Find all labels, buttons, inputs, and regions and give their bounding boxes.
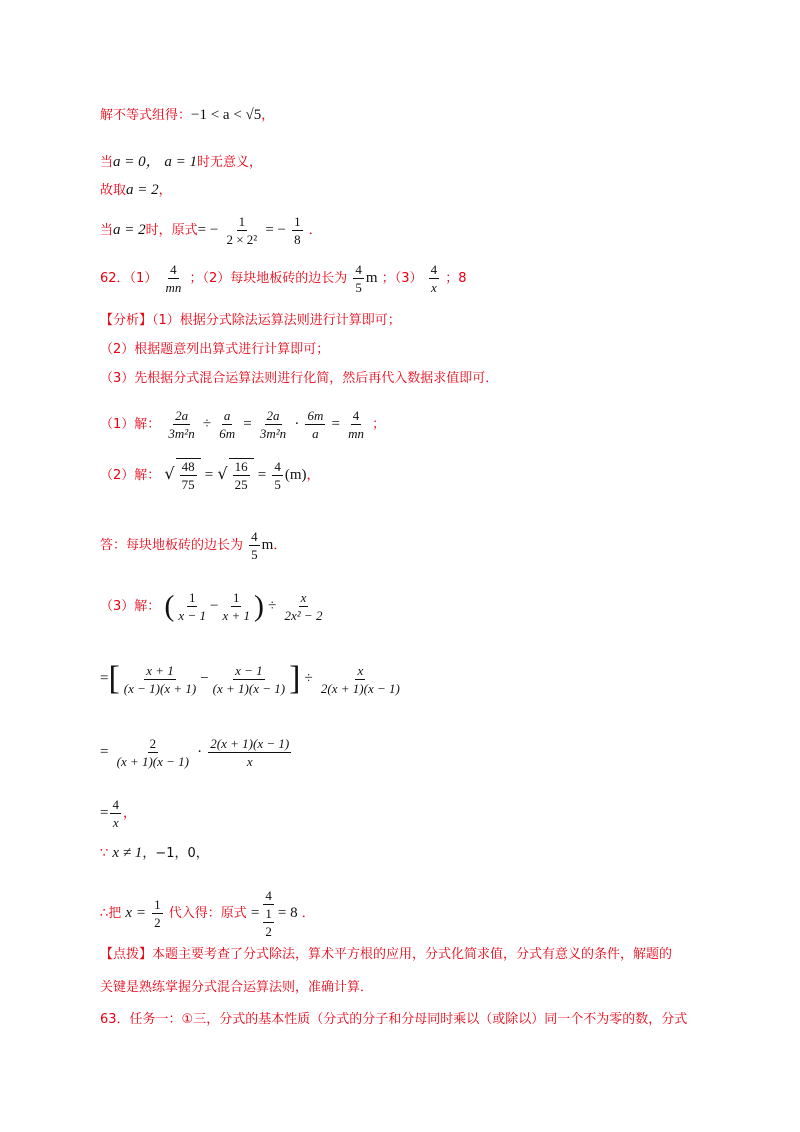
fraction: $\frac{x + 1}{(x - 1)(x + 1)}$ — [123, 662, 197, 696]
sqrt-icon: √ — [217, 464, 228, 483]
fraction: $\frac{4}{x}$ — [430, 262, 438, 295]
fraction: $\frac{2a}{\text{3m²n}}$ — [168, 408, 195, 441]
substitution-line: ∴把 x = $\frac{1}{2}$ 代入得：原式 = $\frac{4}{\frac{1}{2}}$ = 8 ． — [100, 888, 315, 939]
fraction: $\frac{4}{5}$ — [251, 529, 258, 562]
solution-1-line: （1）解： $\frac{2a}{\text{3m²n}}$ ÷ $\frac{a}{6m}$ = $\frac{2a}{\text{3m²n}}$ · $\frac{6m}{a}$ = $\frac{4}{mn}$ ； — [100, 408, 386, 441]
fraction: $\frac{1}{2}$ — [154, 897, 161, 930]
q62-answer-line: 62．（1） $\frac{4}{mn}$ ；（2）每块地板砖的边长为 $\frac{4}{5}$ m ；（3） $\frac{4}{x}$ ；8 — [100, 262, 467, 295]
dianbo-heading: 【点拨】 — [100, 947, 153, 962]
fraction: $\frac{4}{x}$ — [112, 797, 119, 830]
solution-2-answer: 答：每块地板砖的边长为 $\frac{4}{5}$ m． — [100, 529, 287, 562]
fraction: $\frac{2(x + 1)(x - 1)}{x}$ — [210, 736, 290, 769]
fraction: $\frac{48}{75}$ — [181, 459, 195, 492]
fraction: $\frac{1}{x - 1}$ — [178, 590, 206, 623]
fraction: $\frac{2a}{\text{3m²n}}$ — [259, 408, 287, 441]
fraction: $\frac{4}{5}$ — [274, 459, 281, 492]
fraction: $\frac{1}{8}$ — [294, 214, 301, 247]
therefore-icon: ∴把 — [100, 906, 122, 921]
analysis-line-2: （2）根据题意列出算式进行计算即可； — [100, 342, 330, 357]
a-equals-2-math: a = 2 — [126, 182, 159, 198]
solution-2-line: （2）解： √ $\frac{48}{75}$ = √ $\frac{16}{25}$ = $\frac{4}{5}$ (m)， — [100, 459, 320, 492]
fraction: $\frac{4}{\frac{1}{2}}$ — [265, 888, 272, 939]
solution-3-line-d: = $\frac{4}{x}$ ， — [100, 797, 136, 830]
q63-line: 63．任务一：①三，分式的基本性质（分式的分子和分母同时乘以（或除以）同一个不为零的数，分式 — [100, 1012, 688, 1027]
analysis-line-3: （3）先根据分式混合运算法则进行化简，然后再代入数据求值即可． — [100, 371, 499, 386]
solve-inequality-line: 解不等式组得：−1 < a < √5， — [100, 107, 275, 123]
fraction: $\frac{4}{5}$ — [355, 262, 362, 295]
condition-line: ∵ x ≠ 1，−1，0， — [100, 845, 209, 861]
sqrt-icon: √ — [164, 464, 175, 483]
solution-3-line-a: （3）解： ( $\frac{1}{x - 1}$ − $\frac{1}{x + 1}$ ) ÷ $\frac{x}{\text{2x² − 2}}$ — [100, 589, 323, 623]
analysis-line-1: 【分析】（1）根据分式除法运算法则进行计算即可； — [100, 313, 401, 328]
because-icon: ∵ — [100, 846, 109, 861]
dianbo-line-1: 【点拨】本题主要考查了分式除法，算术平方根的应用，分式化简求值，分式有意义的条件，解题的 — [100, 947, 673, 962]
dianbo-line-2: 关键是熟练掌握分式混合运算法则，准确计算． — [100, 980, 374, 995]
fraction: $\frac{x}{2(x + 1)(x - 1)}$ — [320, 662, 400, 696]
analysis-heading: 【分析】 — [100, 313, 153, 328]
fraction: $\frac{x - 1}{(x + 1)(x - 1)}$ — [212, 662, 286, 696]
fraction: $\frac{4}{mn}$ — [165, 262, 182, 295]
fraction: $\frac{4}{mn}$ — [348, 408, 364, 441]
inequality-math: −1 < a < √5 — [191, 107, 262, 123]
fraction: $\frac{6m}{a}$ — [307, 408, 324, 441]
choose-a-line: 故取a = 2， — [100, 182, 172, 198]
undefined-values-line: 当a = 0， a = 1时无意义， — [100, 154, 263, 170]
a-values-math: a = 0， a = 1 — [113, 154, 198, 170]
evaluate-line: 当a = 2时，原式= − $\frac{1}{\text{2 × 2²}}$ = − $\frac{1}{8}$ ． — [100, 214, 322, 247]
fraction: $\frac{16}{25}$ — [234, 459, 248, 492]
q62-label: 62．（1） — [100, 271, 158, 286]
fraction: $\frac{1}{\text{2 × 2²}}$ — [226, 214, 258, 247]
fraction: $\frac{1}{x + 1}$ — [222, 590, 250, 623]
fraction: $\frac{2}{(x + 1)(x - 1)}$ — [116, 736, 190, 769]
solution-3-line-b: =[ $\frac{x + 1}{(x - 1)(x + 1)}$ − $\frac{x - 1}{(x + 1)(x - 1)}$ ] ÷ $\frac{x}{2(x + 1)(x - 1)}$ — [100, 660, 400, 697]
fraction: $\frac{a}{6m}$ — [219, 408, 236, 441]
solution-3-line-c: = $\frac{2}{(x + 1)(x - 1)}$ · $\frac{2(x + 1)(x - 1)}{x}$ — [100, 736, 290, 769]
fraction: $\frac{x}{\text{2x² − 2}}$ — [284, 590, 323, 623]
